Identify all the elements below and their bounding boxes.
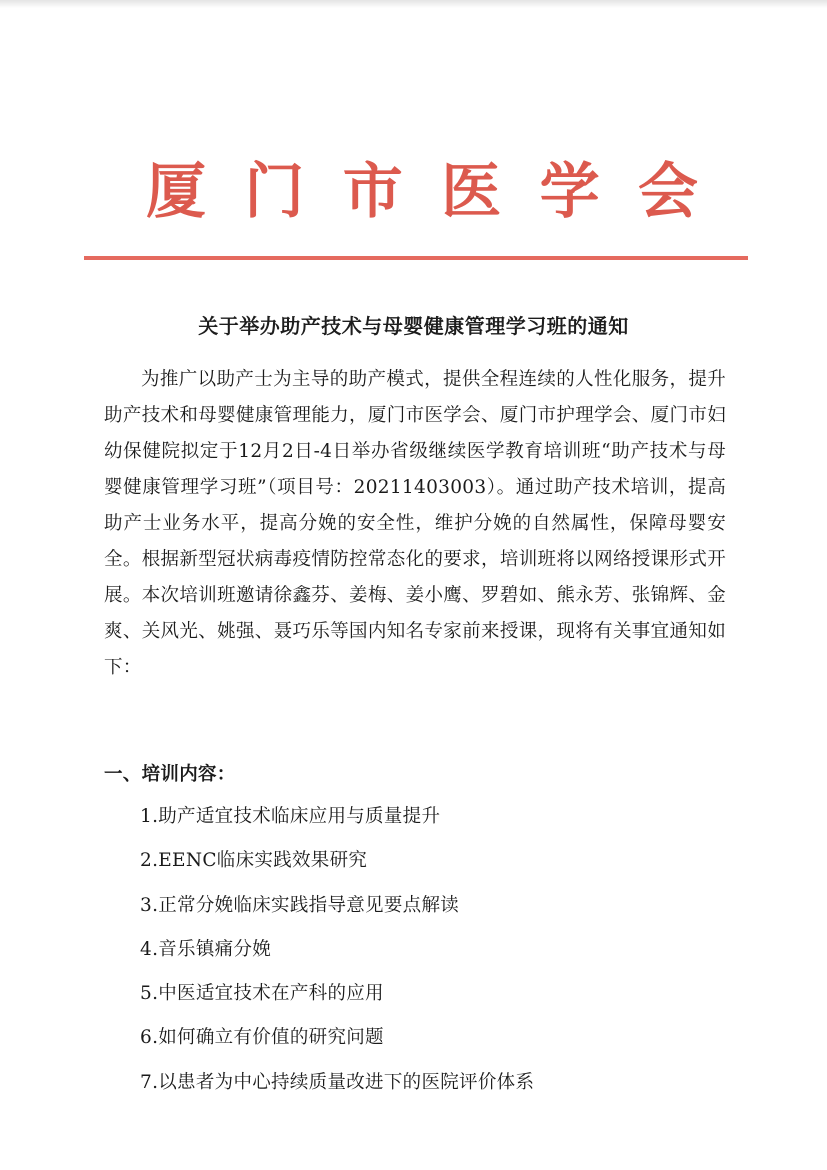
list-item: 6.如何确立有价值的研究问题 xyxy=(140,1027,384,1049)
list-item: 4.音乐镇痛分娩 xyxy=(140,938,272,960)
list-item: 3.正常分娩临床实践指导意见要点解读 xyxy=(140,894,460,916)
letterhead-divider xyxy=(84,256,748,260)
list-item: 7.以患者为中心持续质量改进下的医院评价体系 xyxy=(140,1071,535,1093)
letterhead-char: 市 xyxy=(342,157,403,227)
letterhead-char: 会 xyxy=(637,157,698,227)
letterhead-char: 学 xyxy=(539,157,600,227)
list-item: 2.EENC临床实践效果研究 xyxy=(140,850,368,872)
list-item: 5.中医适宜技术在产科的应用 xyxy=(140,983,384,1005)
training-content-list xyxy=(140,802,534,1112)
letterhead-char: 厦 xyxy=(146,157,206,227)
scan-edge-shadow xyxy=(0,0,827,8)
section-heading-training-content: 一、培训内容： xyxy=(104,764,236,785)
organization-letterhead xyxy=(90,152,740,232)
document-title: 关于举办助产技术与母婴健康管理学习班的通知 xyxy=(198,314,629,338)
intro-paragraph: 为推广以助产士为主导的助产模式，提供全程连续的人性化服务，提升助产技术和母婴健康管理能力，厦门市医学会、厦门市护理学会、厦门市妇幼保健院拟定于12月2日-4日举办省级继续医学教育培训班“助产技术与母婴健康管理学习班”（项目号：20211403003）。通过助产技术培训，提高助产士业务水平，提高分娩的安全性，维护分娩的自然属性，保障母婴安全。根据新型冠状病毒疫情防控常态化的要求，培训班将以网络授课形式开展。本次培训班邀请徐鑫芬、姜梅、姜小鹰、罗碧如、熊永芳、张锦辉、金爽、关风光、姚强、聂巧乐等国内知名专家前来授课，现将有关事宜通知如下： xyxy=(104,369,726,678)
list-item: 1.助产适宜技术临床应用与质量提升 xyxy=(140,806,441,827)
letterhead-char: 医 xyxy=(441,157,502,227)
letterhead-char: 门 xyxy=(244,157,305,227)
